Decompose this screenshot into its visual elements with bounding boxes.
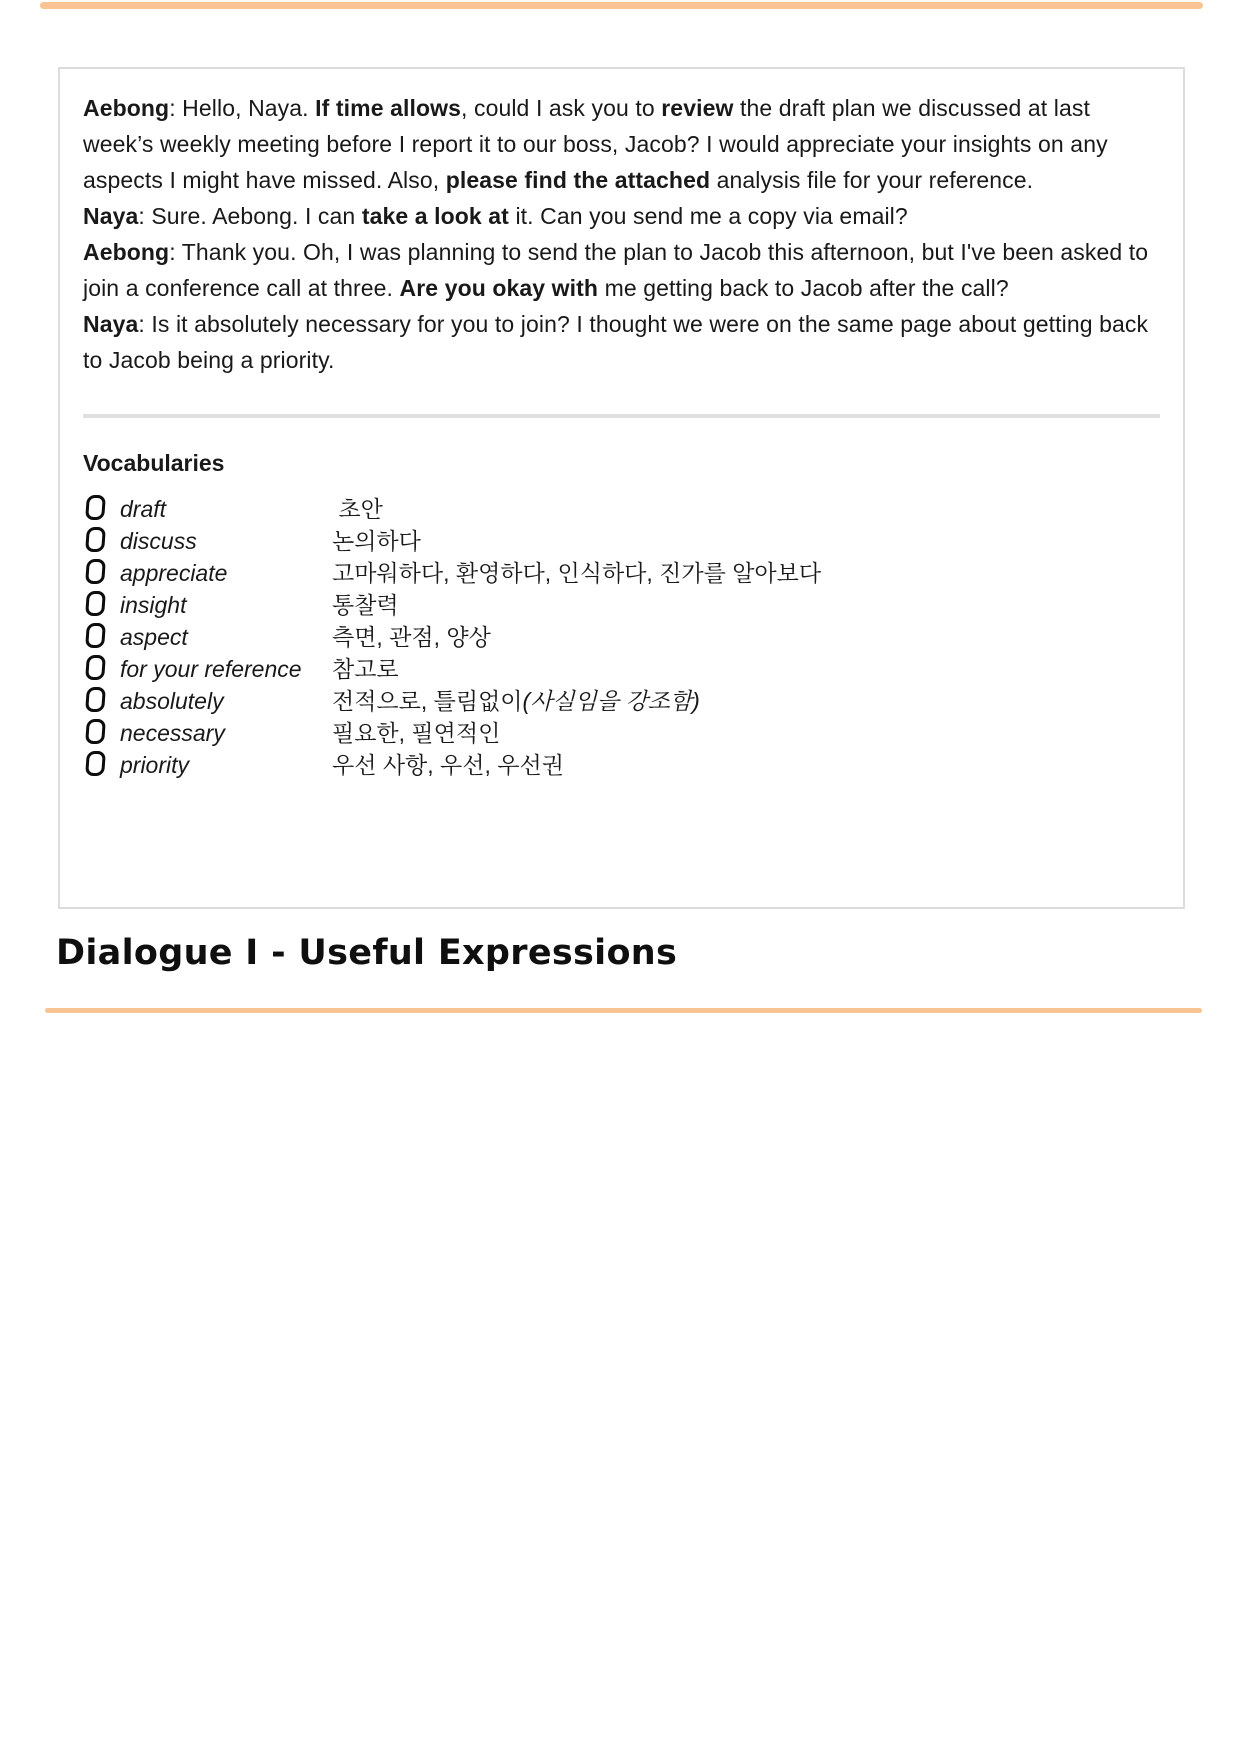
vocab-word: appreciate: [120, 560, 228, 586]
vocab-meaning: 참고로: [332, 656, 399, 682]
todo-checkbox-icon[interactable]: [85, 623, 106, 648]
dialogue-paragraph: Aebong: Thank you. Oh, I was planning to send the plan to Jacob this afternoon, but I've been asked to join a conference call at three. Are you okay with me getting back to Jacob after the call?: [83, 239, 1149, 301]
vocab-word: discuss: [120, 528, 197, 554]
todo-checkbox-icon[interactable]: [85, 655, 106, 680]
vocab-word: for your reference: [120, 656, 302, 682]
dialogue-paragraph: Naya: Sure. Aebong. I can take a look at it. Can you send me a copy via email?: [83, 203, 908, 229]
dialogue-callout-box: [58, 67, 1185, 909]
vocab-item: [83, 622, 1160, 654]
vocab-meaning: 고마워하다, 환영하다, 인식하다, 진가를 알아보다: [332, 560, 822, 586]
vocab-meaning: 초안: [332, 496, 383, 522]
vocab-item: [83, 686, 1160, 718]
vocab-item: [83, 494, 1160, 526]
todo-checkbox-icon[interactable]: [85, 751, 106, 776]
vocab-word: necessary: [120, 720, 225, 746]
todo-checkbox-icon[interactable]: [85, 591, 106, 616]
vocab-meaning: 전적으로, 틀림없이(사실임을 강조함): [332, 688, 700, 714]
section-title: Dialogue I - Useful Expressions: [56, 933, 678, 973]
todo-checkbox-icon[interactable]: [85, 559, 106, 584]
vocab-word: draft: [120, 496, 167, 522]
vocab-word: insight: [120, 592, 187, 618]
vocab-item: [83, 526, 1160, 558]
vocab-item: [83, 654, 1160, 686]
vocabulary-list: [83, 494, 1160, 782]
vocab-meaning: 논의하다: [332, 528, 421, 554]
dialogue-paragraph: Aebong: Hello, Naya. If time allows, could I ask you to review the draft plan we discussed at last week’s weekly meeting before I report it to our boss, Jacob? I would appreciate your insights on any aspects I might have missed. Also, please find the attached analysis file for your reference.: [83, 95, 1108, 193]
vocabulary-heading: Vocabularies: [83, 450, 225, 476]
vocab-item: [83, 590, 1160, 622]
vocab-word: absolutely: [120, 688, 224, 714]
vocab-item: [83, 558, 1160, 590]
top-orange-divider: [40, 2, 1203, 9]
todo-checkbox-icon[interactable]: [85, 527, 106, 552]
todo-checkbox-icon[interactable]: [85, 719, 106, 744]
todo-checkbox-icon[interactable]: [85, 687, 106, 712]
vocab-meaning: 통찰력: [332, 592, 399, 618]
vocab-meaning: 측면, 관점, 양상: [332, 624, 491, 650]
section-orange-divider: [45, 1008, 1202, 1013]
todo-checkbox-icon[interactable]: [85, 495, 106, 520]
dialogue-text: [83, 90, 1160, 378]
vocab-meaning: 우선 사항, 우선, 우선권: [332, 752, 564, 778]
callout-divider: [83, 414, 1160, 418]
vocab-word: aspect: [120, 624, 188, 650]
vocab-item: [83, 718, 1160, 750]
vocab-item: [83, 750, 1160, 782]
vocab-meaning: 필요한, 필연적인: [332, 720, 501, 746]
dialogue-paragraph: Naya: Is it absolutely necessary for you to join? I thought we were on the same page about getting back to Jacob being a priority.: [83, 311, 1149, 373]
vocab-word: priority: [120, 752, 190, 778]
